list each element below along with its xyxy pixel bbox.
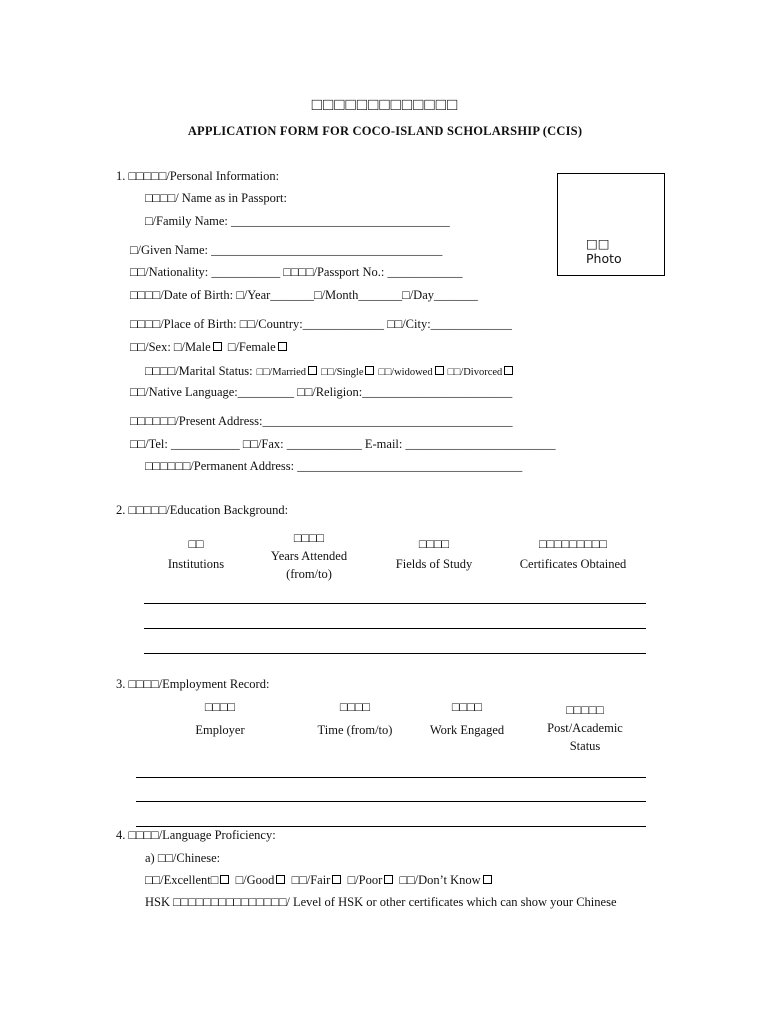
marital-widowed-label: □□/widowed <box>378 367 433 378</box>
divorced-checkbox[interactable] <box>504 366 513 375</box>
emp-line[interactable] <box>136 826 646 827</box>
marital-single-label: □□/Single <box>321 367 364 378</box>
native-language-religion-field[interactable]: □□/Native Language:_________ □□/Religion:________________________ <box>130 385 513 399</box>
edu-col-institutions-en: Institutions <box>167 557 225 571</box>
marital-divorced-label: □□/Divorced <box>447 367 503 378</box>
emp-col-work <box>417 698 517 739</box>
edu-col-years <box>254 529 364 583</box>
given-name-field[interactable]: □/Given Name: _____________________________________ <box>130 243 443 257</box>
name-as-passport-label: □□□□/ Name as in Passport: <box>145 191 287 205</box>
photo-box[interactable] <box>557 173 665 276</box>
edu-line[interactable] <box>144 603 646 604</box>
emp-col-post-cn: □□□□□ <box>566 703 604 717</box>
form-title-english: APPLICATION FORM FOR COCO-ISLAND SCHOLARSHIP (CCIS) <box>187 124 583 138</box>
level-fair-label: □□/Fair <box>291 873 331 887</box>
section2-heading: 2. □□□□□/Education Background: <box>116 503 289 517</box>
edu-col-fields <box>384 535 484 573</box>
edu-line[interactable] <box>144 628 646 629</box>
permanent-address-field[interactable]: □□□□□□/Permanent Address: ____________________________________ <box>145 459 523 473</box>
tel-fax-email-field[interactable]: □□/Tel: ___________ □□/Fax: ____________ E-mail: ________________________ <box>130 437 556 451</box>
edu-col-certificates <box>508 535 638 573</box>
edu-col-years-cn: □□□□ <box>293 531 325 545</box>
level-dontknow-label: □□/Don’t Know <box>399 873 481 887</box>
date-of-birth-field[interactable]: □□□□/Date of Birth: □/Year_______□/Month_______□/Day_______ <box>130 288 478 302</box>
section1-heading: 1. □□□□□/Personal Information: <box>116 169 280 183</box>
poor-checkbox[interactable] <box>384 875 393 884</box>
edu-col-institutions <box>146 535 246 573</box>
chinese-level-row <box>145 873 492 888</box>
edu-line[interactable] <box>144 653 646 654</box>
level-good-label: □/Good <box>235 873 275 887</box>
sex-female-label: □/Female <box>227 340 276 354</box>
sex-row <box>130 340 287 355</box>
married-checkbox[interactable] <box>308 366 317 375</box>
photo-label <box>586 236 622 266</box>
excellent-checkbox[interactable] <box>220 875 229 884</box>
male-checkbox[interactable] <box>213 342 222 351</box>
widowed-checkbox[interactable] <box>435 366 444 375</box>
sex-male-label: □□/Sex: □/Male <box>130 340 211 354</box>
level-excellent-label: □□/Excellent□ <box>145 873 219 887</box>
emp-col-post <box>535 701 635 755</box>
edu-col-years-en: Years Attended (from/to) <box>270 549 348 581</box>
emp-col-time-cn: □□□□ <box>339 700 371 714</box>
edu-col-certificates-cn: □□□□□□□□□ <box>539 537 607 551</box>
marital-status-row <box>145 362 513 380</box>
emp-col-work-en: Work Engaged <box>429 723 505 737</box>
section4-heading: 4. □□□□/Language Proficiency: <box>116 828 276 842</box>
edu-col-certificates-en: Certificates Obtained <box>519 557 627 571</box>
present-address-field[interactable]: □□□□□□/Present Address:________________________________________ <box>130 414 513 428</box>
emp-col-time <box>305 698 405 739</box>
emp-col-employer <box>170 698 270 739</box>
nationality-passport-field[interactable]: □□/Nationality: ___________ □□□□/Passport No.: ____________ <box>130 265 463 279</box>
emp-line[interactable] <box>136 777 646 778</box>
marital-status-label: □□□□/Marital Status: <box>145 364 253 378</box>
good-checkbox[interactable] <box>276 875 285 884</box>
emp-col-employer-cn: □□□□ <box>204 700 236 714</box>
marital-married-label: □□/Married <box>256 367 307 378</box>
hsk-level-label: HSK □□□□□□□□□□□□□□□/ Level of HSK or other certificates which can show your Chinese <box>145 895 617 909</box>
photo-label-en: Photo <box>586 251 622 266</box>
emp-col-work-cn: □□□□ <box>451 700 483 714</box>
level-poor-label: □/Poor <box>347 873 383 887</box>
family-name-field[interactable]: □/Family Name: ___________________________________ <box>145 214 450 228</box>
edu-col-institutions-cn: □□ <box>188 537 204 551</box>
fair-checkbox[interactable] <box>332 875 341 884</box>
section3-heading: 3. □□□□/Employment Record: <box>116 677 270 691</box>
place-of-birth-field[interactable]: □□□□/Place of Birth: □□/Country:_____________ □□/City:_____________ <box>130 317 512 331</box>
form-title-chinese: □□□□□□□□□□□□□ <box>311 95 459 114</box>
dontknow-checkbox[interactable] <box>483 875 492 884</box>
edu-col-fields-en: Fields of Study <box>395 557 473 571</box>
emp-col-post-en: Post/Academic Status <box>547 721 623 753</box>
emp-col-employer-en: Employer <box>195 723 245 737</box>
single-checkbox[interactable] <box>365 366 374 375</box>
female-checkbox[interactable] <box>278 342 287 351</box>
emp-col-time-en: Time (from/to) <box>317 723 393 737</box>
chinese-label: a) □□/Chinese: <box>145 851 221 865</box>
photo-label-cn: □□ <box>586 236 610 251</box>
emp-line[interactable] <box>136 801 646 802</box>
edu-col-fields-cn: □□□□ <box>418 537 450 551</box>
